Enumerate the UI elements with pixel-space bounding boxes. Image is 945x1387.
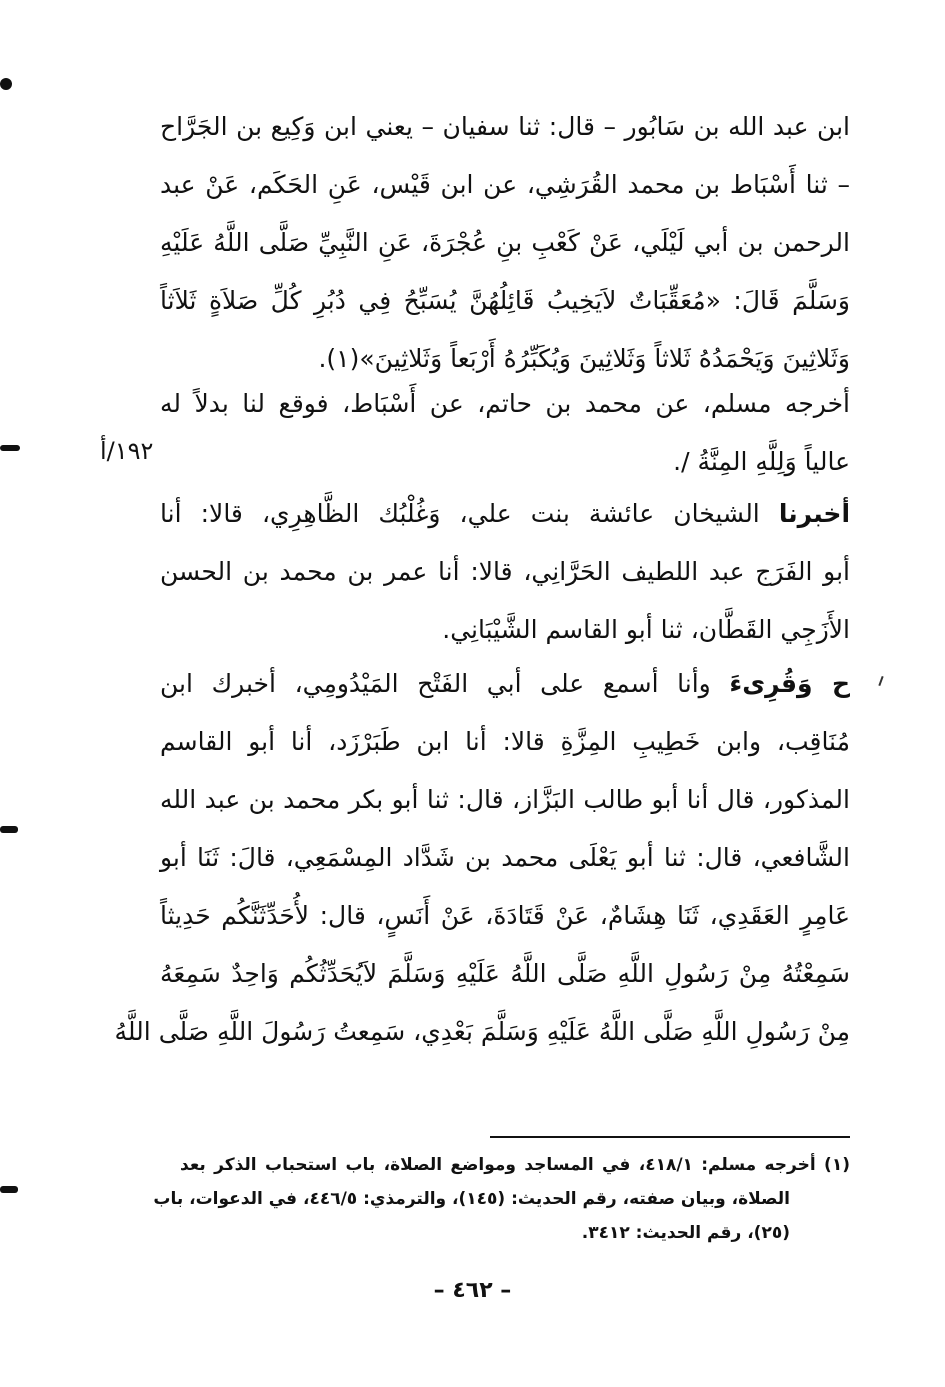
lead-word: أخبرنا <box>778 499 851 528</box>
text-line: مِنْ رَسُولِ اللَّهِ صَلَّى اللَّهُ عَلَيْهِ وَسَلَّمَ بَعْدِي، سَمِعتُ رَسُولَ اللَّهِ صَلَّى اللَّهُ <box>114 1017 850 1046</box>
text-line: وَسَلَّمَ قَالَ: «مُعَقِّبَاتٌ لاَيَخِيبُ قَائِلُهُنَّ يُسَبِّحُ فِي دُبُرِ كُلِّ صَلاَةٍ ثَلاَثاً <box>160 286 850 315</box>
text-line: ابن عبد الله بن سَابُور – قال: ثنا سفيان – يعني ابن وَكِيع بن الجَرَّاح <box>160 112 850 141</box>
paragraph-takhrij <box>160 375 850 491</box>
scan-mark <box>0 445 20 451</box>
text-line: الرحمن بن أبي لَيْلَي، عَنْ كَعْبِ بنِ عُجْرَةَ، عَنِ النَّبِيِّ صَلَّى اللَّهُ عَلَيْهِ <box>160 228 850 257</box>
page-number: – ٤٦٢ – <box>433 1278 512 1303</box>
text-segment: وأنا أسمع على أبي الفَتْح المَيْدُومِي، أخبرك ابن <box>160 669 711 698</box>
text-line: أبو الفَرَج عبد اللطيف الحَرَّانِي، قالا: أنا عمر بن محمد بن الحسن <box>160 557 850 586</box>
text-segment: الشيخان عائشة بنت علي، وَغُلْبُك الظَّاهِرِي، قالا: أنا <box>160 499 760 528</box>
text-line <box>160 485 850 543</box>
footnotes <box>153 1148 850 1250</box>
text-line: وَثَلاثِينَ وَيَحْمَدُهُ ثَلاثاً وَثَلاثِينَ وَيُكَبِّرُهُ أَرْبَعاً وَثَلاثِينَ»(١). <box>318 344 850 373</box>
text-line: سَمِعْتُهُ مِنْ رَسُولِ اللَّهِ صَلَّى اللَّهُ عَلَيْهِ وَسَلَّمَ لاَيُحَدِّثُكُم وَاحِدٌ سَمِعَهُ <box>160 959 850 988</box>
text-line: المذكور، قال أنا أبو طالب البَزَّاز، قال: ثنا أبو بكر محمد بن عبد الله <box>160 785 850 814</box>
footnote-line: (٢٥)، رقم الحديث: ٣٤١٢. <box>581 1223 790 1243</box>
paragraph-hadith-chain-1 <box>160 98 850 388</box>
text-line: عالياً وَلِلَّهِ المِنَّةُ /. <box>673 447 850 476</box>
scan-mark <box>0 78 12 90</box>
scan-mark <box>0 826 18 833</box>
text-line: – ثنا أَسْبَاط بن محمد القُرَشِي، عن ابن قَيْس، عَنِ الحَكَم، عَنْ عبد <box>160 170 850 199</box>
text-line: الشَّافعي، قال: ثنا أبو يَعْلَى محمد بن شَدَّاد المِسْمَعِي، قالَ: ثَنَا أبو <box>160 843 850 872</box>
paragraph-hadith-chain-2 <box>160 485 850 659</box>
lead-word: ح وَقُرِىءَ <box>729 669 850 698</box>
text-line: عَامِرٍ العَقَدِي، ثَنَا هِشَامٌ، عَنْ قَتَادَةَ، عَنْ أَنَسٍ، قال: لأُحَدِّثَنَّكُم حَدِيثاً <box>160 901 850 930</box>
footnote-line: (١) أخرجه مسلم: ٤١٨/١، في المساجد ومواضع الصلاة، باب استحباب الذكر بعد <box>180 1155 850 1175</box>
scan-tick <box>878 676 883 686</box>
text-line: الأَزَجِي القَطَّان، ثنا أبو القاسم الشَّيْبَانِي. <box>442 615 850 644</box>
paragraph-hadith-chain-3 <box>114 655 850 1061</box>
footnote-separator <box>490 1136 850 1138</box>
scan-mark <box>0 1186 18 1193</box>
footnote-line: الصلاة، وبيان صفته، رقم الحديث: (١٤٥)، والترمذي: ٤٤٦/٥، في الدعوات، باب <box>153 1189 790 1209</box>
text-line <box>160 655 850 713</box>
manuscript-folio-note: ١٩٢/أ <box>100 437 154 465</box>
text-line: مُنَاقِب، وابن خَطِيبِ المِزَّةِ قالا: أنا ابن طَبَرْزَد، أنا أبو القاسم <box>160 727 850 756</box>
text-line: أخرجه مسلم، عن محمد بن حاتم، عن أَسْبَاط، فوقع لنا بدلاً له <box>160 389 850 418</box>
